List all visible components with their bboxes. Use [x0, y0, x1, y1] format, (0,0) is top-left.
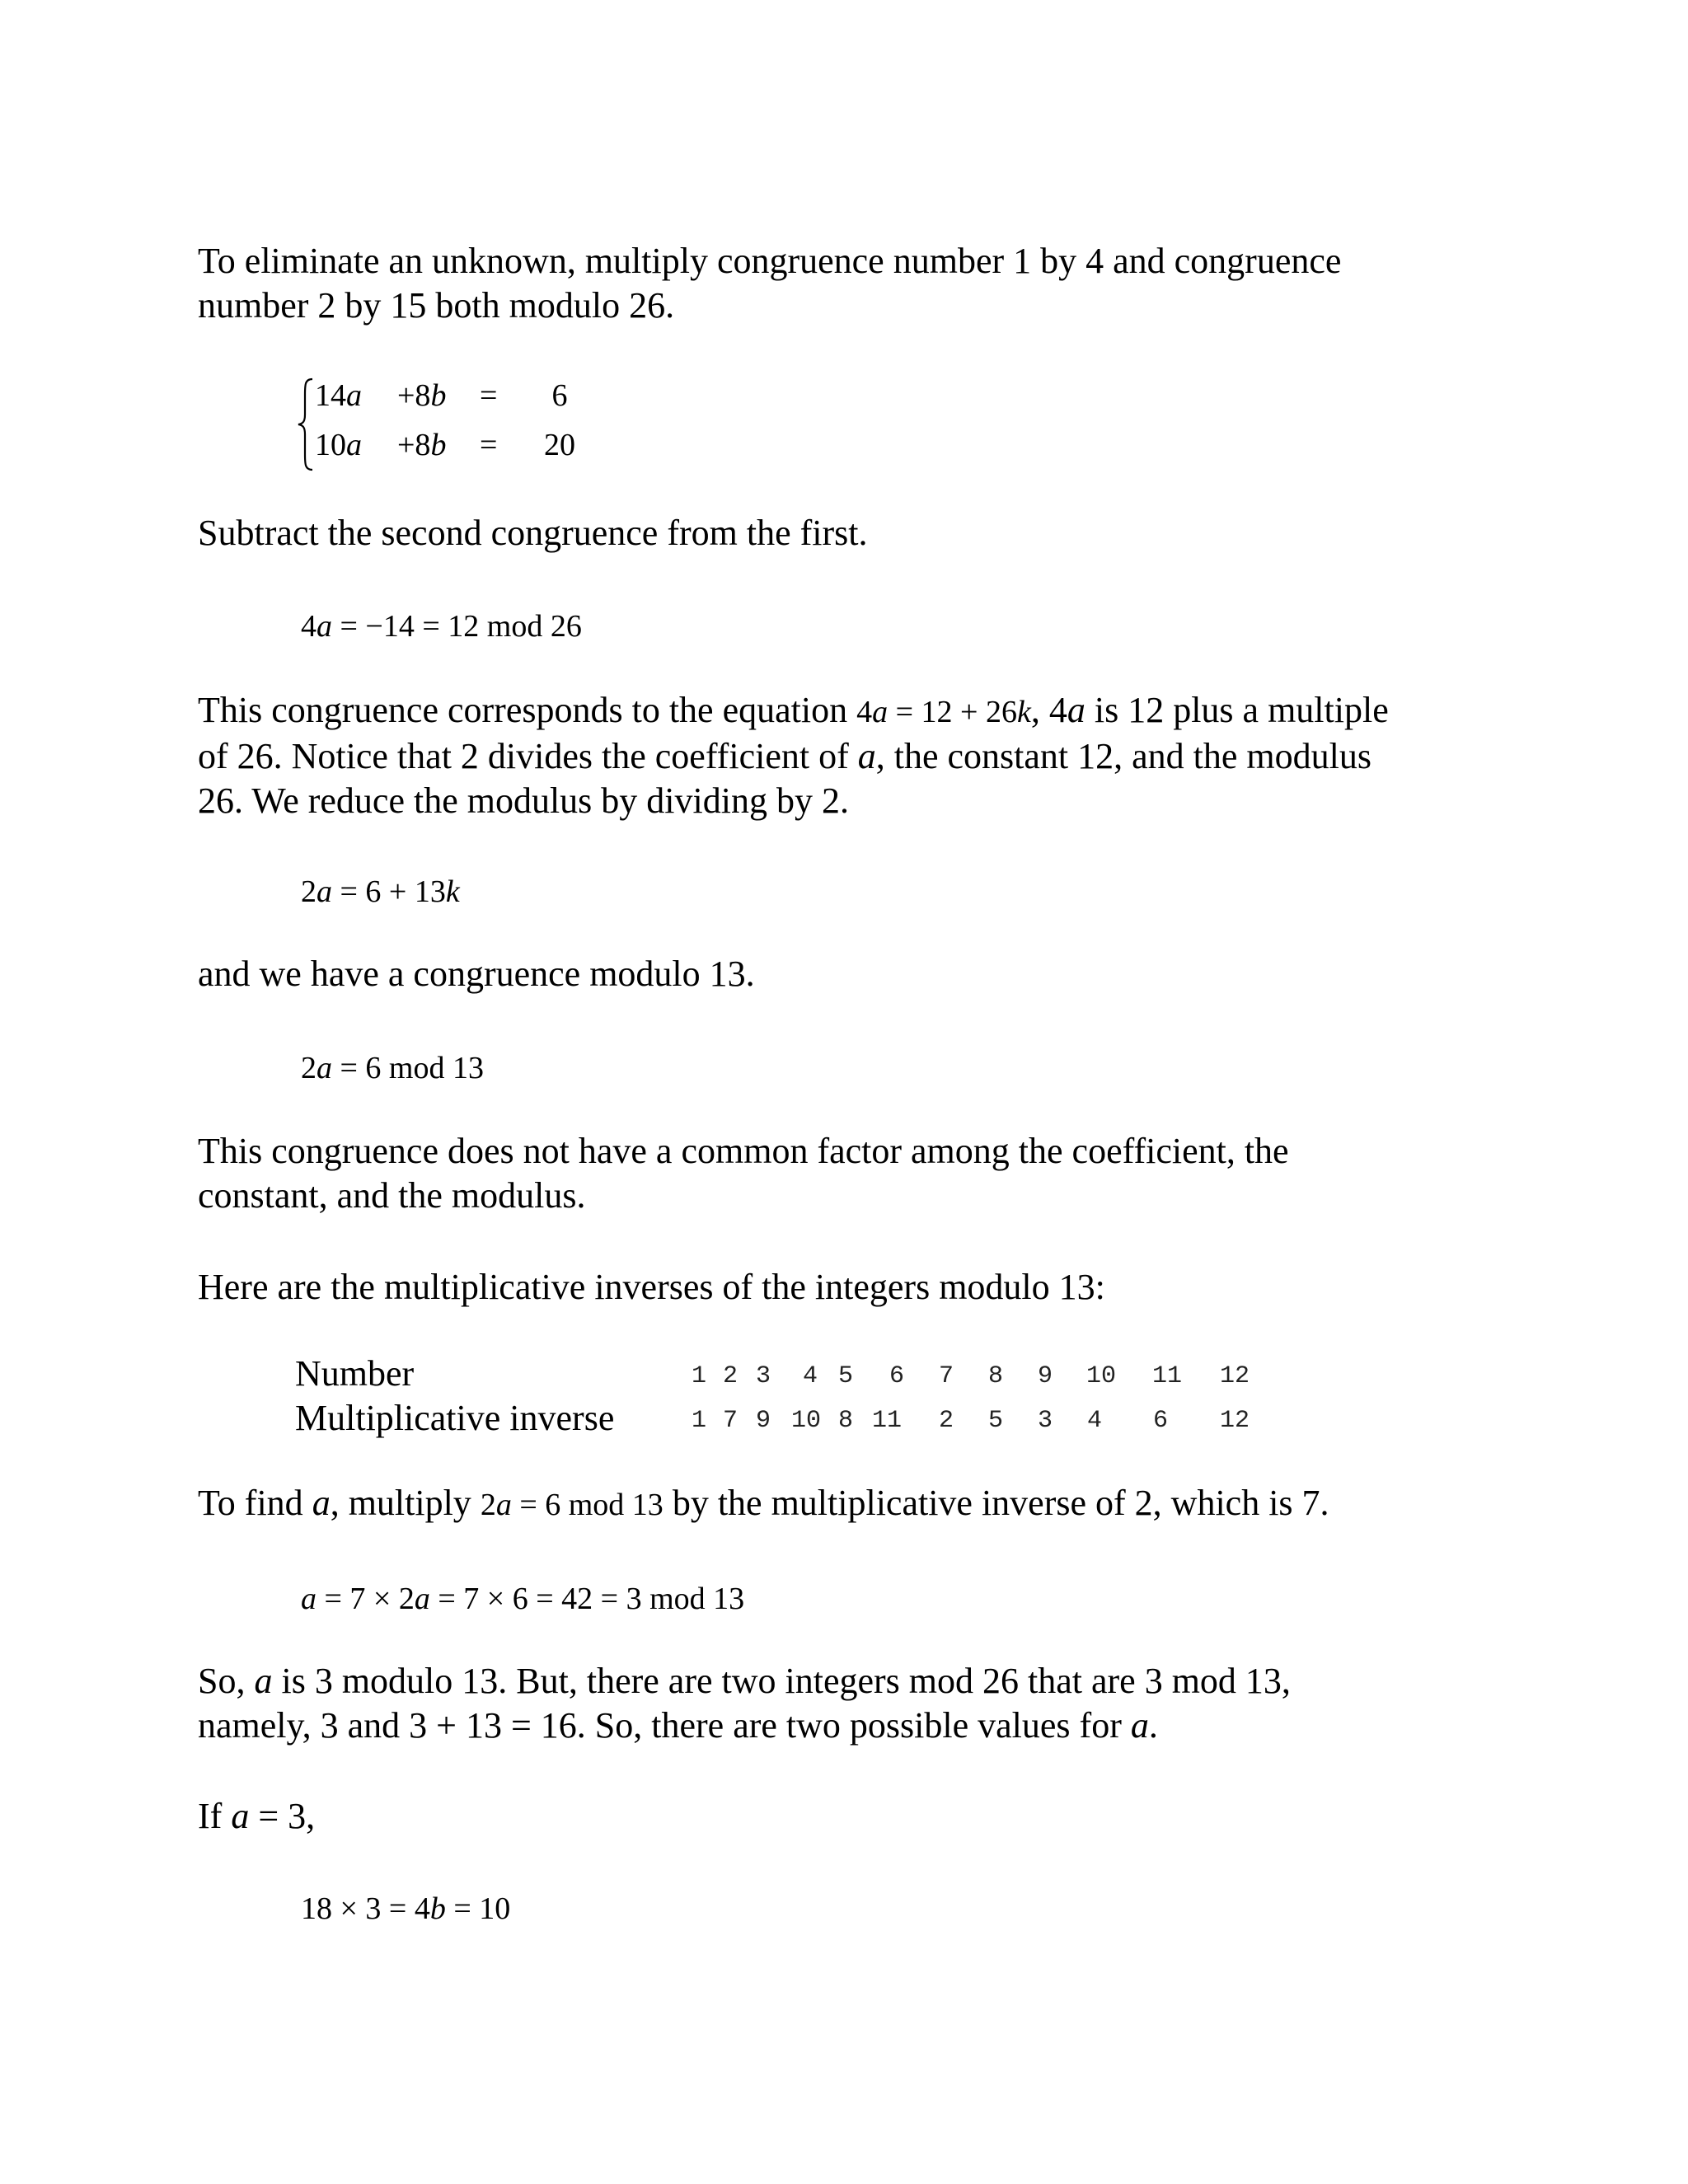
table-cell: 8	[987, 1362, 1003, 1390]
table-cell: 10	[1085, 1362, 1116, 1390]
text-fragment: .	[1148, 1705, 1158, 1746]
table-cell: 9	[755, 1407, 771, 1435]
inline-equation	[856, 695, 1031, 729]
text-fragment: by the multiplicative inverse of 2, which is 7.	[663, 1483, 1329, 1523]
variable: a	[254, 1661, 273, 1701]
inline-equation	[481, 1488, 663, 1522]
table-cell: 4	[802, 1362, 818, 1390]
eq-variable: k	[445, 874, 460, 909]
table-cell: 2	[722, 1362, 738, 1390]
text-line: To eliminate an unknown, multiply congruence number 1 by 4 and congruence	[198, 241, 1342, 281]
text-fragment: is 3 modulo 13. But, there are two integers mod 26 that are 3 mod 13,	[272, 1661, 1291, 1701]
paragraph-two-values	[198, 1659, 1500, 1748]
right-hand-side: 6	[551, 378, 568, 413]
eq-variable: a	[316, 609, 332, 644]
text-fragment: , the constant 12, and the modulus	[875, 736, 1372, 776]
coefficient: +8	[397, 428, 431, 462]
coefficient: 14	[315, 378, 346, 413]
equation-2a-mod-13	[301, 1048, 484, 1088]
table-cell: 7	[722, 1407, 738, 1435]
text-line: constant, and the modulus.	[198, 1175, 586, 1216]
text-fragment: , multiply	[330, 1483, 481, 1523]
text-fragment: So,	[198, 1661, 255, 1701]
row-label: Number	[295, 1353, 415, 1394]
eq-text: = 7 × 2	[316, 1582, 415, 1616]
paragraph-congruence-mod-13: and we have a congruence modulo 13.	[198, 954, 755, 994]
congruence-system	[297, 375, 626, 478]
eq-variable: a	[316, 874, 332, 909]
eq-variable: k	[1016, 695, 1031, 729]
paragraph-no-common-factor	[198, 1129, 1500, 1218]
table-cell: 4	[1086, 1407, 1102, 1435]
paragraph-if-a-3	[198, 1794, 1500, 1839]
eq-text: = 7 × 6 = 42 = 3 mod 13	[429, 1582, 745, 1616]
text-fragment: is 12 plus a multiple	[1085, 690, 1389, 730]
eq-variable: a	[495, 1488, 512, 1522]
coefficient: 10	[315, 428, 346, 462]
eq-variable: a	[414, 1582, 430, 1616]
variable: a	[857, 736, 876, 776]
table-cell: 11	[871, 1407, 902, 1435]
eq-text: = 6 mod 13	[332, 1051, 484, 1085]
table-cell: 8	[837, 1407, 853, 1435]
text-fragment: , 4	[1030, 690, 1067, 730]
eq-variable: a	[301, 1582, 316, 1616]
relation: =	[480, 428, 498, 462]
right-hand-side: 20	[544, 428, 575, 462]
eq-text: = −14 = 12 mod 26	[332, 609, 582, 644]
table-cell: 6	[889, 1362, 904, 1390]
table-cell: 3	[1037, 1407, 1053, 1435]
table-cell: 11	[1151, 1362, 1182, 1390]
table-cell: 1	[691, 1362, 706, 1390]
table-cell: 9	[1037, 1362, 1053, 1390]
eq-text: 4	[856, 695, 873, 729]
paragraph-eliminate-unknown	[198, 239, 1500, 328]
text-fragment: namely, 3 and 3 + 13 = 16. So, there are two possible values for	[198, 1705, 1131, 1746]
variable: a	[312, 1483, 331, 1523]
eq-text: = 6 mod 13	[511, 1488, 663, 1522]
text-line: This congruence does not have a common factor among the coefficient, the	[198, 1131, 1289, 1171]
table-cell: 7	[938, 1362, 954, 1390]
text-line: 26. We reduce the modulus by dividing by 2.	[198, 780, 849, 821]
variable: a	[346, 378, 362, 413]
table-cell: 1	[691, 1407, 706, 1435]
text-fragment: If	[198, 1796, 232, 1836]
eq-variable: a	[316, 1051, 332, 1085]
eq-variable: a	[872, 695, 889, 729]
eq-text: 4	[301, 609, 316, 644]
table-cell: 5	[837, 1362, 853, 1390]
text-fragment: To find	[198, 1483, 312, 1523]
paragraph-corresponding-equation	[198, 688, 1500, 823]
eq-text: 2	[301, 1051, 316, 1085]
text-fragment: = 3,	[249, 1796, 316, 1836]
eq-text: 2	[480, 1488, 496, 1522]
table-cell: 10	[790, 1407, 821, 1435]
table-cell: 5	[987, 1407, 1003, 1435]
variable: a	[1130, 1705, 1149, 1746]
left-brace	[297, 377, 315, 472]
variable: b	[430, 428, 447, 462]
table-cell: 12	[1219, 1407, 1250, 1435]
eq-text: 2	[301, 874, 316, 909]
text-fragment: of 26. Notice that 2 divides the coefficient of	[198, 736, 858, 776]
eq-text: = 6 + 13	[332, 874, 446, 909]
eq-variable: b	[429, 1891, 446, 1926]
equation-a-equals-3	[301, 1579, 744, 1619]
variable: b	[430, 378, 447, 413]
relation: =	[480, 378, 498, 413]
equation-2a-plus-13k	[301, 872, 460, 912]
table-cell: 6	[1152, 1407, 1168, 1435]
variable: a	[1067, 690, 1085, 730]
table-cell: 12	[1219, 1362, 1250, 1390]
text-line: This congruence corresponds to the equation	[198, 690, 857, 730]
row-label: Multiplicative inverse	[295, 1398, 615, 1438]
table-cell: 2	[938, 1407, 954, 1435]
table-cell: 3	[755, 1362, 771, 1390]
eq-text: = 12 + 26	[888, 695, 1017, 729]
variable: a	[231, 1796, 250, 1836]
paragraph-find-a	[198, 1481, 1517, 1527]
eq-text: 18 × 3 = 4	[301, 1891, 430, 1926]
paragraph-subtract: Subtract the second congruence from the first.	[198, 513, 868, 553]
eq-text: = 10	[445, 1891, 511, 1926]
coefficient: +8	[397, 378, 431, 413]
equation-18x3	[301, 1889, 510, 1929]
text-line: number 2 by 15 both modulo 26.	[198, 285, 675, 326]
equation-4a	[301, 607, 582, 646]
paragraph-inverses-intro: Here are the multiplicative inverses of the integers modulo 13:	[198, 1267, 1105, 1307]
variable: a	[346, 428, 362, 462]
